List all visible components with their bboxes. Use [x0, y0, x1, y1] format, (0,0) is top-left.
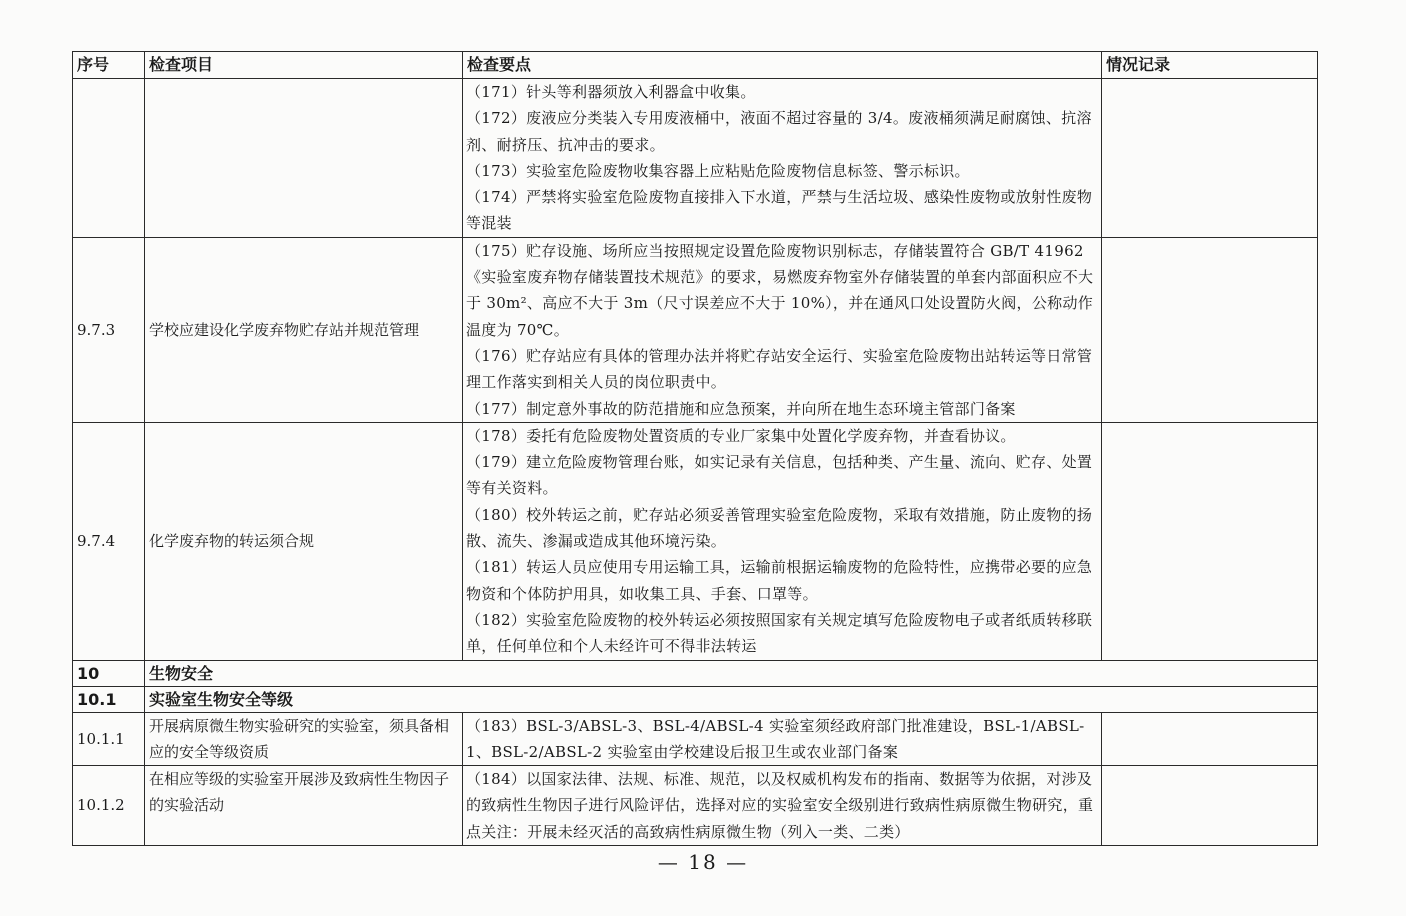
- row-record-cell[interactable]: [1102, 237, 1318, 422]
- row-record-cell[interactable]: [1102, 79, 1318, 238]
- header-points: 检查要点: [463, 52, 1102, 79]
- row-no: 10.1.2: [73, 766, 145, 846]
- row-no: [73, 79, 145, 238]
- row-points: [463, 237, 1102, 422]
- table-header-row: [73, 52, 1318, 79]
- section-row: [73, 660, 1318, 686]
- page-number: — 18 —: [657, 850, 749, 874]
- point-177: （177）制定意外事故的防范措施和应急预案，并向所在地生态环境主管部门备案: [466, 399, 1016, 418]
- row-item: 在相应等级的实验室开展涉及致病性生物因子的实验活动: [145, 766, 463, 846]
- table-row: [73, 712, 1318, 766]
- row-record-cell[interactable]: [1102, 422, 1318, 660]
- subsection-title: 实验室生物安全等级: [145, 686, 1318, 712]
- header-item: 检查项目: [145, 52, 463, 79]
- row-record-cell[interactable]: [1102, 766, 1318, 846]
- row-item: 开展病原微生物实验研究的实验室，须具备相应的安全等级资质: [145, 712, 463, 766]
- point-178: （178）委托有危险废物处置资质的专业厂家集中处置化学废弃物，并查看协议。: [466, 426, 1016, 445]
- row-points: [463, 79, 1102, 238]
- point-171: （171）针头等利器须放入利器盒中收集。: [466, 83, 756, 101]
- subsection-row: [73, 686, 1318, 712]
- point-181: （181）转运人员应使用专用运输工具，运输前根据运输废物的危险特性，应携带必要的应急物资和个体防护用具，如收集工具、手套、口罩等。: [466, 558, 1093, 603]
- row-points: [463, 712, 1102, 766]
- header-record: 情况记录: [1102, 52, 1318, 79]
- row-no: 10.1.1: [73, 712, 145, 766]
- row-no: 9.7.3: [73, 237, 145, 422]
- table-row: [73, 79, 1318, 238]
- point-184: （184）以国家法律、法规、标准、规范，以及权威机构发布的指南、数据等为依据，对涉及的致病性生物因子进行风险评估，选择对应的实验室安全级别进行致病性病原微生物研究，重点关注：开展未经灭活的高致病性病原微生物（列入一类、二类）: [466, 770, 1094, 841]
- point-173: （173）实验室危险废物收集容器上应粘贴危险废物信息标签、警示标识。: [466, 161, 970, 180]
- point-180: （180）校外转运之前，贮存站必须妥善管理实验室危险废物，采取有效措施，防止废物的扬散、流失、渗漏或造成其他环境污染。: [466, 505, 1093, 551]
- table-row: [73, 237, 1318, 422]
- row-record-cell[interactable]: [1102, 712, 1318, 766]
- point-176: （176）贮存站应有具体的管理办法并将贮存站安全运行、实验室危险废物出站转运等日常管理工作落实到相关人员的岗位职责中。: [466, 346, 1093, 392]
- table-row: [73, 766, 1318, 846]
- point-182: （182）实验室危险废物的校外转运必须按照国家有关规定填写危险废物电子或者纸质转移联单，任何单位和个人未经许可不得非法转运: [466, 610, 1093, 656]
- inspection-table: [72, 51, 1318, 846]
- header-no: 序号: [73, 52, 145, 79]
- row-item: 学校应建设化学废弃物贮存站并规范管理: [145, 237, 463, 422]
- row-points: [463, 422, 1102, 660]
- row-points: [463, 766, 1102, 846]
- point-172: （172）废液应分类装入专用废液桶中，液面不超过容量的 3/4。废液桶须满足耐腐蚀、抗溶剂、耐挤压、抗冲击的要求。: [466, 109, 1092, 154]
- point-174: （174）严禁将实验室危险废物直接排入下水道，严禁与生活垃圾、感染性废物或放射性废物等混装: [466, 188, 1093, 233]
- row-no: 9.7.4: [73, 422, 145, 660]
- section-no: 10: [73, 660, 145, 686]
- table-row: [73, 422, 1318, 660]
- subsection-no: 10.1: [73, 686, 145, 712]
- row-item: [145, 79, 463, 238]
- point-175: （175）贮存设施、场所应当按照规定设置危险废物识别标志，存储装置符合 GB/T 41962《实验室废弃物存储装置技术规范》的要求，易燃废弃物室外存储装置的单套内部面积应不大于 30m²、高应不大于 3m（尺寸误差应不大于 10%），并在通风口处设置防火阀，公称动作温度为 70℃。: [466, 241, 1094, 339]
- section-title: 生物安全: [145, 660, 1318, 686]
- row-item: 化学废弃物的转运须合规: [145, 422, 463, 660]
- point-183: （183）BSL-3/ABSL-3、BSL-4/ABSL-4 实验室须经政府部门批准建设，BSL-1/ABSL-1、BSL-2/ABSL-2 实验室由学校建设后报卫生或农业部门备案: [466, 716, 1085, 761]
- inspection-table-page: [72, 51, 1317, 846]
- point-179: （179）建立危险废物管理台账，如实记录有关信息，包括种类、产生量、流向、贮存、处置等有关资料。: [466, 453, 1093, 498]
